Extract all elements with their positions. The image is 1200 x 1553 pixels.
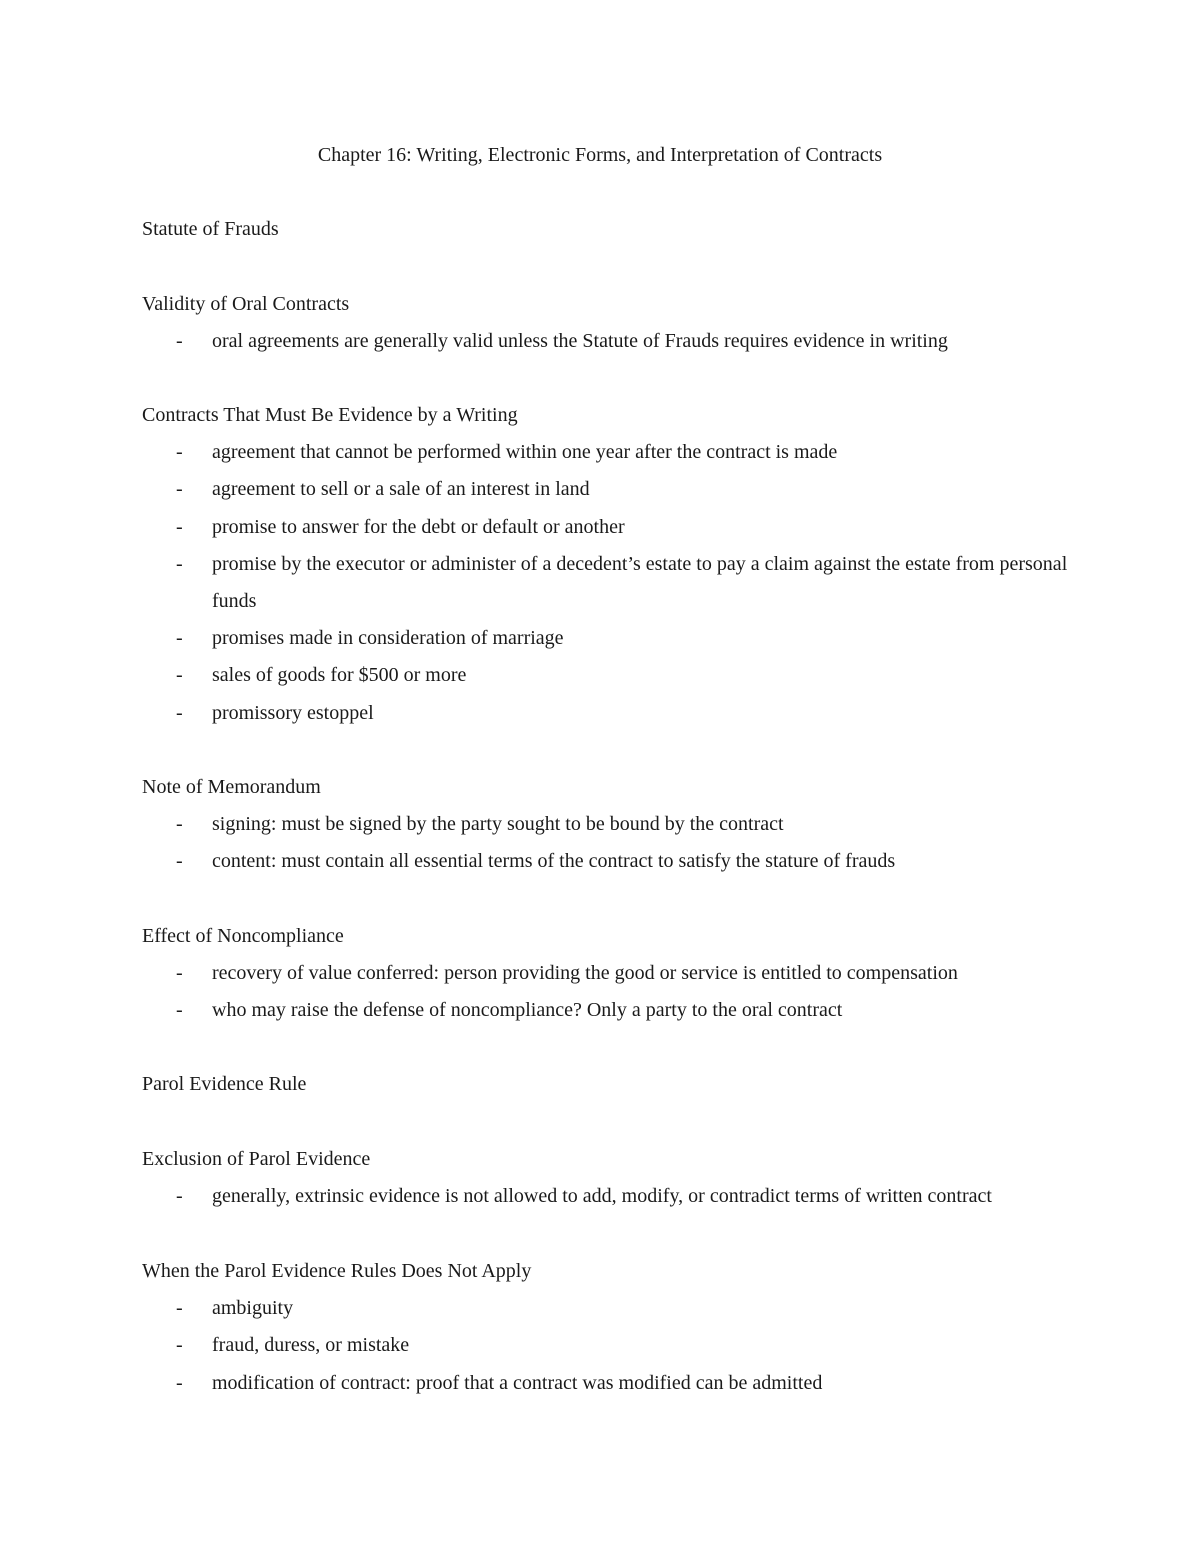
list-item <box>142 1369 1072 1402</box>
bullet-dash: - <box>176 1372 183 1394</box>
subheading-effect-of-noncompliance: Effect of Noncompliance <box>142 925 344 947</box>
bullet-dash: - <box>176 813 183 835</box>
bullet-dash: - <box>176 702 183 724</box>
list-item-text: promise to answer for the debt or default or another <box>212 516 625 538</box>
list-item <box>142 847 1072 880</box>
section-heading-statute-of-frauds: Statute of Frauds <box>142 218 279 240</box>
bullet-dash: - <box>176 330 183 352</box>
subheading-exclusion-of-parol-evidence: Exclusion of Parol Evidence <box>142 1148 371 1170</box>
bullet-dash: - <box>176 664 183 686</box>
bullet-dash: - <box>176 478 183 500</box>
list-item-text: who may raise the defense of noncompliance? Only a party to the oral contract <box>212 999 843 1021</box>
list-item-text: promise by the executor or administer of a decedent’s estate to pay a claim against the estate from personal funds <box>212 553 1068 612</box>
list-item <box>142 513 1072 546</box>
document-title: Chapter 16: Writing, Electronic Forms, and Interpretation of Contracts <box>317 144 883 166</box>
list-item <box>142 1294 1072 1327</box>
list-item-text: ambiguity <box>212 1297 294 1319</box>
list-item <box>142 550 1072 620</box>
list-item-text: signing: must be signed by the party sought to be bound by the contract <box>212 813 784 835</box>
bullet-dash: - <box>176 850 183 872</box>
bullet-dash: - <box>176 1334 183 1356</box>
list-item-text: agreement that cannot be performed within one year after the contract is made <box>212 441 838 463</box>
list-item <box>142 438 1072 471</box>
bullet-dash: - <box>176 553 183 575</box>
list-item-text: generally, extrinsic evidence is not allowed to add, modify, or contradict terms of written contract <box>212 1185 992 1207</box>
list-item-text: sales of goods for $500 or more <box>212 664 467 686</box>
list-item-text: promises made in consideration of marriage <box>212 627 564 649</box>
list-item-text: fraud, duress, or mistake <box>212 1334 410 1356</box>
bullet-dash: - <box>176 999 183 1021</box>
list-item-text: promissory estoppel <box>212 702 374 724</box>
bullet-dash: - <box>176 627 183 649</box>
list-item-text: agreement to sell or a sale of an interest in land <box>212 478 590 500</box>
subheading-validity-of-oral-contracts: Validity of Oral Contracts <box>142 293 350 315</box>
list-item <box>142 624 1072 657</box>
list-item-text: modification of contract: proof that a contract was modified can be admitted <box>212 1372 823 1394</box>
subheading-note-of-memorandum: Note of Memorandum <box>142 776 321 798</box>
list-item <box>142 1182 1072 1215</box>
bullet-dash: - <box>176 1297 183 1319</box>
bullet-dash: - <box>176 1185 183 1207</box>
list-item <box>142 661 1072 694</box>
bullet-dash: - <box>176 516 183 538</box>
list-item <box>142 475 1072 508</box>
subheading-when-rule-does-not-apply: When the Parol Evidence Rules Does Not Apply <box>142 1260 532 1282</box>
subheading-contracts-evidenced-by-writing: Contracts That Must Be Evidence by a Writing <box>142 404 518 426</box>
list-item <box>142 810 1072 843</box>
list-item-text: content: must contain all essential terms of the contract to satisfy the stature of frauds <box>212 850 896 872</box>
section-heading-parol-evidence-rule: Parol Evidence Rule <box>142 1073 307 1095</box>
list-item <box>142 699 1072 732</box>
bullet-dash: - <box>176 962 183 984</box>
list-item-text: oral agreements are generally valid unless the Statute of Frauds requires evidence in writing <box>212 330 948 352</box>
list-item <box>142 959 1072 992</box>
list-item <box>142 1331 1072 1364</box>
list-item <box>142 996 1072 1029</box>
list-item-text: recovery of value conferred: person providing the good or service is entitled to compensation <box>212 962 958 984</box>
list-item <box>142 327 1072 360</box>
bullet-dash: - <box>176 441 183 463</box>
